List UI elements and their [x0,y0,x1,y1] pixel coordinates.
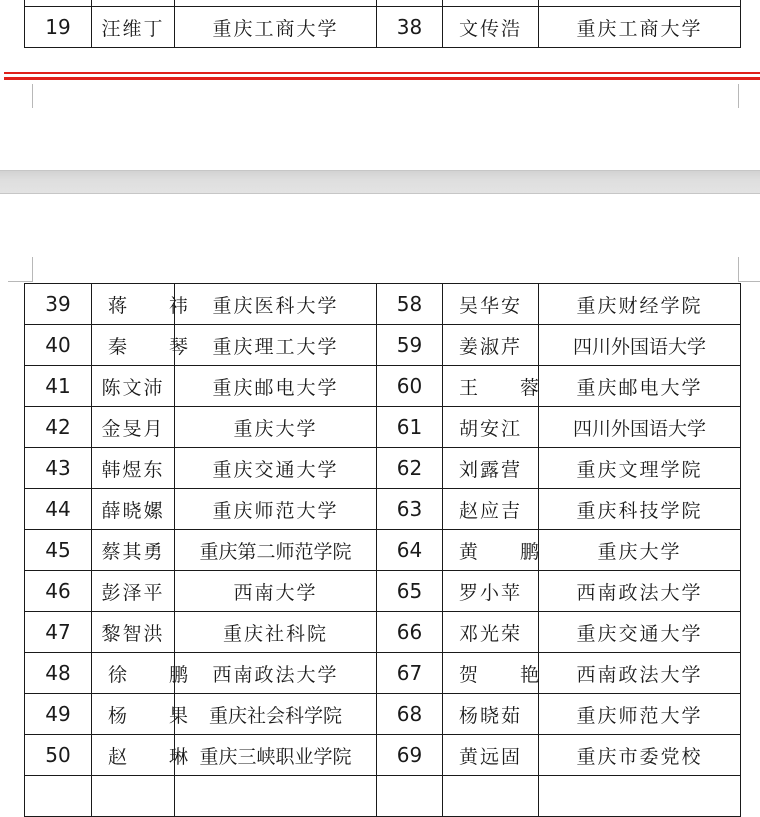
serial-number-cell: 67 [377,653,443,694]
margin-corner-mark [32,84,33,108]
name-cell: 刘露营 [443,448,539,489]
serial-number-cell: 40 [25,325,92,366]
name-cell: 杨晓茹 [443,694,539,735]
serial-number-cell: 58 [377,284,443,325]
serial-number-cell: 48 [25,653,92,694]
organization-cell: 重庆工商大学 [539,7,741,48]
name-cell: 徐 鹏 [92,653,175,694]
document-page-bottom [0,194,760,779]
organization-cell: 四川外国语大学 [539,325,741,366]
table-row [25,7,741,48]
serial-number-cell: 63 [377,489,443,530]
table-row [25,448,741,489]
serial-number-cell: 19 [25,7,92,48]
organization-cell: 重庆大学 [539,530,741,571]
organization-cell: 西南政法大学 [175,653,377,694]
serial-number-cell: 61 [377,407,443,448]
organization-cell: 重庆师范大学 [539,694,741,735]
serial-number-cell: 59 [377,325,443,366]
table-row [25,571,741,612]
red-header-rule [4,77,760,80]
serial-number-cell: 68 [377,694,443,735]
organization-cell: 重庆第二师范学院 [175,530,377,571]
table-row [25,489,741,530]
organization-cell: 重庆文理学院 [539,448,741,489]
margin-corner-mark [738,257,739,281]
name-cell: 金旻月 [92,407,175,448]
serial-number-cell: 42 [25,407,92,448]
serial-number-cell: 38 [377,7,443,48]
table-row [25,735,741,776]
name-cell: 秦 琴 [92,325,175,366]
name-cell: 韩煜东 [92,448,175,489]
organization-cell: 重庆师范大学 [175,489,377,530]
table-row [25,366,741,407]
serial-number-cell: 60 [377,366,443,407]
margin-corner-mark [32,257,33,281]
organization-cell: 重庆市委党校 [539,735,741,776]
name-cell: 吴华安 [443,284,539,325]
serial-number-cell: 39 [25,284,92,325]
table-row [25,612,741,653]
serial-number-cell: 50 [25,735,92,776]
page-break-gap [0,170,760,194]
name-cell: 贺 艳 [443,653,539,694]
name-cell: 赵 琳 [92,735,175,776]
table-row [25,694,741,735]
table-row [25,776,741,817]
table-row [25,284,741,325]
margin-corner-mark [738,84,739,108]
organization-cell: 四川外国语大学 [539,407,741,448]
table-row [25,407,741,448]
organization-cell: 重庆三峡职业学院 [175,735,377,776]
organization-cell: 西南政法大学 [539,653,741,694]
name-cell: 罗小苹 [443,571,539,612]
organization-cell: 重庆社会科学院 [175,694,377,735]
roster-table-top [24,0,741,48]
organization-cell: 西南政法大学 [539,571,741,612]
name-cell: 王 蓉 [443,366,539,407]
organization-cell: 重庆邮电大学 [175,366,377,407]
organization-cell: 重庆交通大学 [175,448,377,489]
name-cell: 汪维丁 [92,7,175,48]
roster-table-bottom [24,283,741,817]
name-cell: 邓光荣 [443,612,539,653]
organization-cell: 重庆邮电大学 [539,366,741,407]
name-cell: 黄 鹏 [443,530,539,571]
table-row [25,653,741,694]
organization-cell: 重庆理工大学 [175,325,377,366]
red-header-rule [4,72,760,74]
name-cell: 胡安江 [443,407,539,448]
organization-cell: 重庆大学 [175,407,377,448]
name-cell: 赵应吉 [443,489,539,530]
name-cell: 蒋 祎 [92,284,175,325]
serial-number-cell: 69 [377,735,443,776]
table-row [25,530,741,571]
name-cell: 蔡其勇 [92,530,175,571]
organization-cell: 西南大学 [175,571,377,612]
table-row [25,325,741,366]
organization-cell: 重庆医科大学 [175,284,377,325]
margin-corner-mark [8,281,33,282]
serial-number-cell: 41 [25,366,92,407]
name-cell: 陈文沛 [92,366,175,407]
name-cell: 彭泽平 [92,571,175,612]
serial-number-cell: 64 [377,530,443,571]
serial-number-cell: 45 [25,530,92,571]
serial-number-cell: 43 [25,448,92,489]
name-cell: 薛晓嫘 [92,489,175,530]
name-cell: 姜淑芹 [443,325,539,366]
serial-number-cell: 65 [377,571,443,612]
serial-number-cell: 47 [25,612,92,653]
name-cell: 杨 果 [92,694,175,735]
organization-cell: 重庆交通大学 [539,612,741,653]
name-cell: 文传浩 [443,7,539,48]
document-page-top [0,0,760,170]
organization-cell: 重庆财经学院 [539,284,741,325]
organization-cell: 重庆工商大学 [175,7,377,48]
name-cell: 黄远固 [443,735,539,776]
serial-number-cell: 46 [25,571,92,612]
margin-corner-mark [738,281,760,282]
serial-number-cell: 62 [377,448,443,489]
name-cell: 黎智洪 [92,612,175,653]
organization-cell: 重庆社科院 [175,612,377,653]
serial-number-cell: 66 [377,612,443,653]
serial-number-cell: 44 [25,489,92,530]
organization-cell: 重庆科技学院 [539,489,741,530]
serial-number-cell: 49 [25,694,92,735]
